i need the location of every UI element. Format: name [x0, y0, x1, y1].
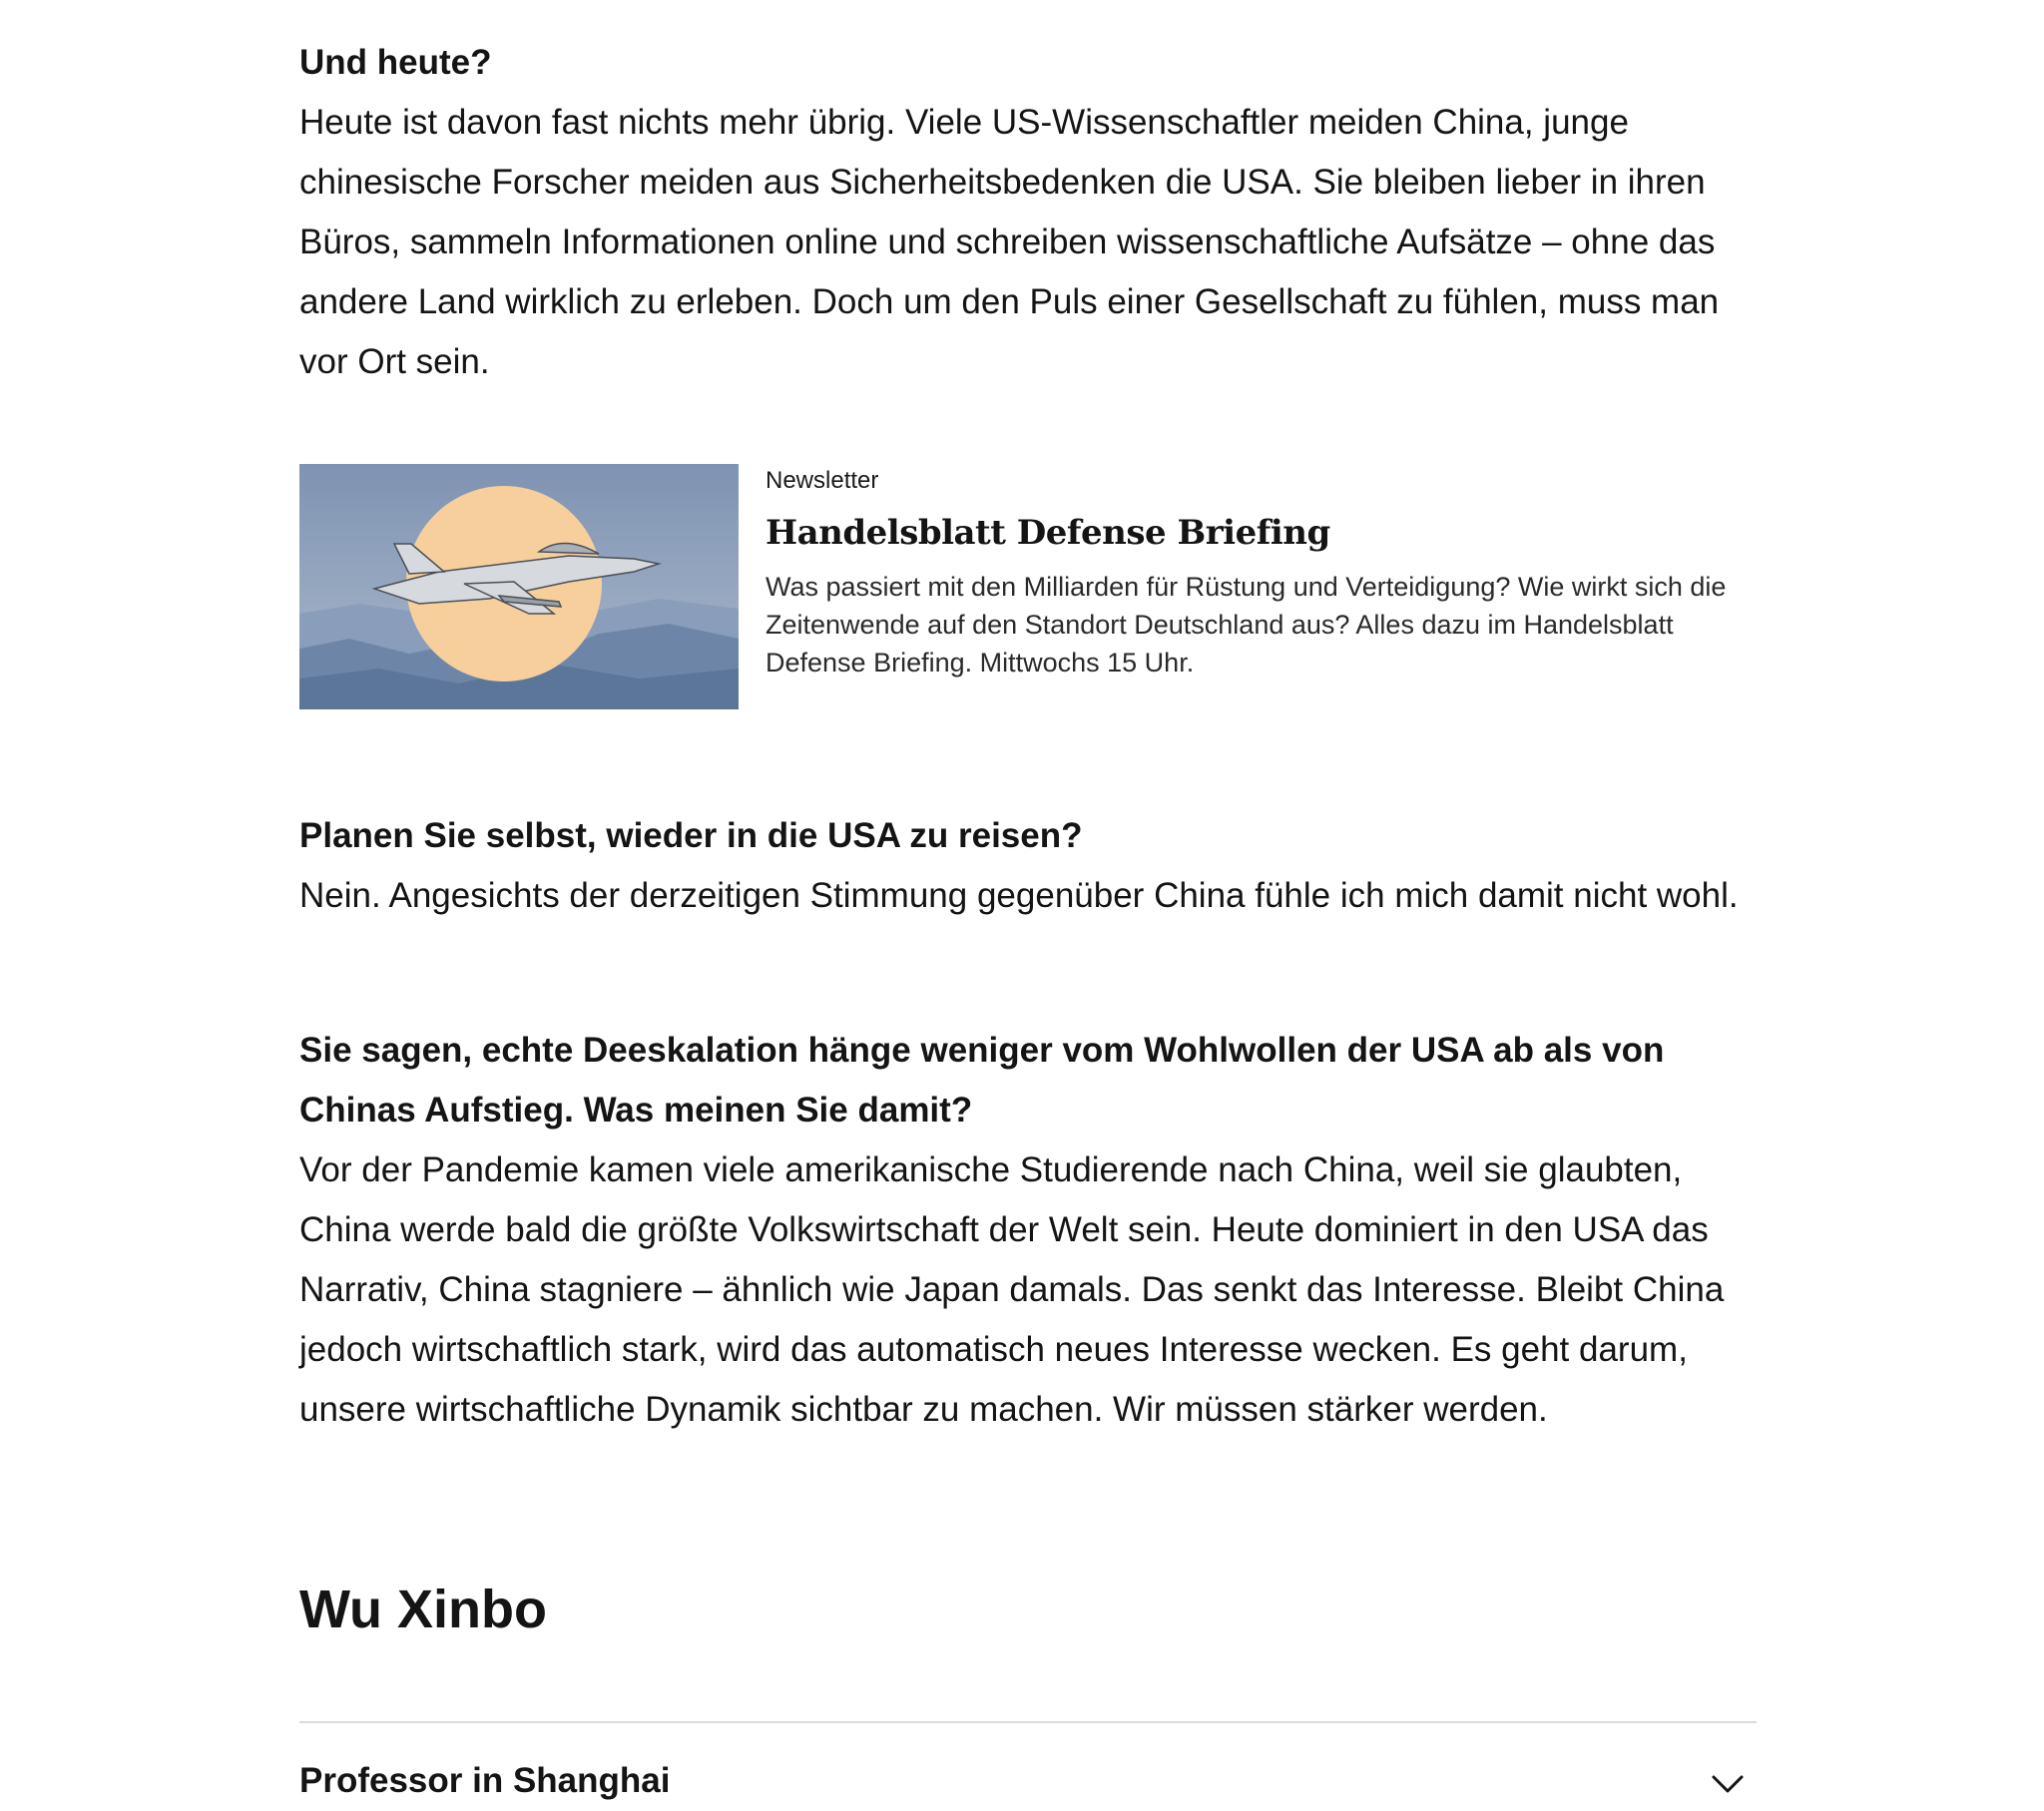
qa-block	[299, 806, 1757, 926]
newsletter-title[interactable]: Handelsblatt Defense Briefing	[766, 513, 1330, 553]
question: Sie sagen, echte Deeskalation hänge weniger vom Wohlwollen der USA ab als von Chinas Aufstieg. Was meinen Sie damit?	[299, 1031, 1665, 1130]
chevron-down-icon[interactable]	[1711, 1773, 1745, 1795]
fighter-jet-image[interactable]	[299, 464, 739, 709]
person-name-heading: Wu Xinbo	[299, 1580, 547, 1639]
newsletter-teaser[interactable]	[299, 464, 1757, 709]
newsletter-description: Was passiert mit den Milliarden für Rüstung und Verteidigung? Wie wirkt sich die Zeitenwende auf den Standort Deutschland aus? Alles dazu im Handelsblatt Defense Briefing. Mittwochs 15 Uhr.	[766, 572, 1727, 678]
question: Planen Sie selbst, wieder in die USA zu reisen?	[299, 816, 1083, 855]
newsletter-text	[766, 464, 1754, 681]
qa-block	[299, 33, 1757, 392]
newsletter-kicker: Newsletter	[766, 467, 879, 494]
answer: Vor der Pandemie kamen viele amerikanische Studierende nach China, weil sie glaubten, China werde bald die größte Volkswirtschaft der Welt sein. Heute dominiert in den USA das Narrativ, China stagniere – ähnlich wie Japan damals. Das senkt das Interesse. Bleibt China jedoch wirtschaftlich stark, wird das automatisch neues Interesse wecken. Es geht darum, unsere wirtschaftliche Dynamik sichtbar zu machen. Wir müssen stärker werden.	[299, 1150, 1725, 1429]
person-role-accordion[interactable]	[299, 1751, 1757, 1811]
person-role-label: Professor in Shanghai	[299, 1761, 671, 1800]
answer: Heute ist davon fast nichts mehr übrig. Viele US-Wissenschaftler meiden China, junge chinesische Forscher meiden aus Sicherheitsbedenken die USA. Sie bleiben lieber in ihren Büros, sammeln Informationen online und schreiben wissenschaftliche Aufsätze – ohne das andere Land wirklich zu erleben. Doch um den Puls einer Gesellschaft zu fühlen, muss man vor Ort sein.	[299, 103, 1720, 381]
question: Und heute?	[299, 43, 492, 82]
divider	[299, 1721, 1757, 1723]
qa-block	[299, 1021, 1757, 1440]
answer: Nein. Angesichts der derzeitigen Stimmung gegenüber China fühle ich mich damit nicht wohl.	[299, 876, 1739, 915]
